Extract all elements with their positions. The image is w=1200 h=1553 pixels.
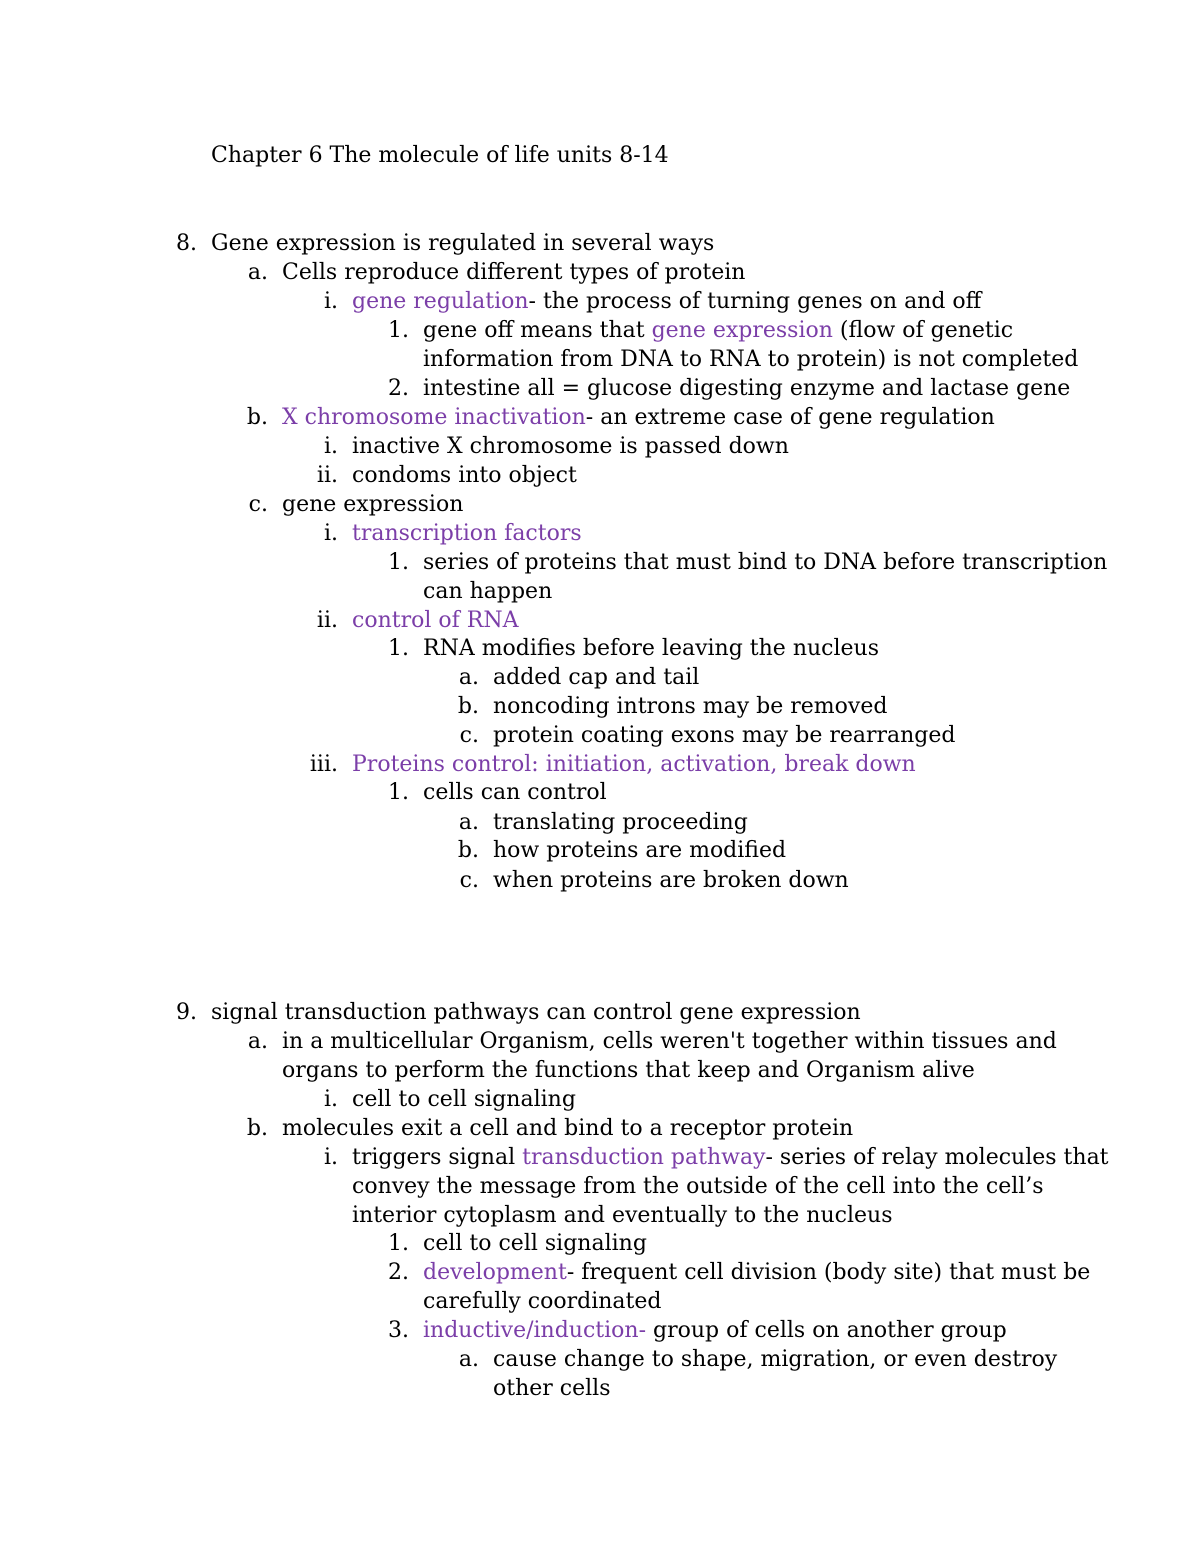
text-run: - series of relay molecules that (765, 1145, 1109, 1170)
line-text (352, 432, 789, 461)
list-marker: c. (248, 492, 268, 517)
text-run: protein coating exons may be rearranged (493, 723, 956, 748)
line-text (352, 1201, 892, 1230)
line-text (211, 229, 714, 258)
line-text (282, 403, 995, 432)
highlighted-term: X chromosome inactivation (282, 405, 586, 430)
list-marker: i. (323, 434, 338, 459)
list-marker: a. (458, 665, 479, 690)
line-text (282, 1114, 853, 1143)
text-run: triggers signal (352, 1145, 523, 1170)
list-marker: 9. (176, 1000, 197, 1025)
text-run: - frequent cell division (body site) that must be (566, 1260, 1091, 1285)
line-text (423, 1258, 1090, 1287)
text-run: RNA modifies before leaving the nucleus (423, 636, 879, 661)
line-text (493, 808, 748, 837)
line-text (352, 1143, 1109, 1172)
text-run: Cells reproduce different types of protein (282, 260, 746, 285)
list-marker: b. (457, 694, 479, 719)
line-text (282, 1027, 1057, 1056)
line-text (423, 374, 1070, 403)
text-run: translating proceeding (493, 810, 748, 835)
text-run: in a multicellular Organism, cells weren't together within tissues and (282, 1029, 1057, 1054)
text-run: cause change to shape, migration, or even destroy (493, 1347, 1058, 1372)
list-marker: c. (459, 868, 479, 893)
line-text (493, 866, 849, 895)
list-marker: a. (458, 810, 479, 835)
highlighted-term: development (423, 1260, 567, 1285)
highlighted-term: Proteins control: initiation, activation, break down (352, 752, 916, 777)
line-text (423, 634, 879, 663)
list-marker: 2. (388, 376, 409, 401)
list-marker: i. (323, 521, 338, 546)
line-text (493, 663, 699, 692)
text-run: molecules exit a cell and bind to a receptor protein (282, 1116, 854, 1141)
list-marker: a. (247, 260, 268, 285)
line-text (423, 316, 1013, 345)
text-run: convey the message from the outside of the cell into the cell’s (352, 1174, 1044, 1199)
line-text (423, 1316, 1007, 1345)
page-title: Chapter 6 The molecule of life units 8-14 (211, 143, 669, 168)
list-marker: i. (323, 1087, 338, 1112)
list-marker: ii. (316, 608, 338, 633)
highlighted-term: transduction pathway (522, 1145, 766, 1170)
list-marker: 1. (388, 550, 409, 575)
highlighted-term: gene regulation (352, 289, 529, 314)
line-text (352, 750, 916, 779)
text-run: gene off means that (423, 318, 652, 343)
list-marker: iii. (309, 752, 338, 777)
text-run: - the process of turning genes on and off (528, 289, 982, 314)
list-marker: ii. (316, 463, 338, 488)
line-text (493, 692, 887, 721)
line-text (423, 1229, 647, 1258)
list-marker: a. (458, 1347, 479, 1372)
highlighted-term: gene expression (651, 318, 833, 343)
list-marker: b. (457, 838, 479, 863)
text-run: signal transduction pathways can control gene expression (211, 1000, 861, 1025)
list-marker: 8. (176, 231, 197, 256)
text-run: Gene expression is regulated in several ways (211, 231, 715, 256)
text-run: carefully coordinated (423, 1289, 662, 1314)
text-run: condoms into object (352, 463, 577, 488)
text-run: how proteins are modified (493, 838, 787, 863)
line-text (423, 1287, 661, 1316)
highlighted-term: inductive/induction- (423, 1318, 647, 1343)
text-run: (flow of genetic (832, 318, 1014, 343)
highlighted-term: transcription factors (352, 521, 582, 546)
text-run: interior cytoplasm and eventually to the nucleus (352, 1203, 893, 1228)
list-marker: a. (247, 1029, 268, 1054)
text-run: group of cells on another group (646, 1318, 1007, 1343)
text-run: cell to cell signaling (352, 1087, 576, 1112)
text-run: - an extreme case of gene regulation (585, 405, 995, 430)
line-text (493, 1345, 1057, 1374)
list-marker: b. (246, 1116, 268, 1141)
line-text (352, 519, 582, 548)
list-marker: 1. (388, 636, 409, 661)
list-marker: 3. (388, 1318, 409, 1343)
line-text (352, 606, 518, 635)
list-marker: c. (459, 723, 479, 748)
line-text (282, 490, 463, 519)
text-run: other cells (493, 1376, 611, 1401)
text-run: intestine all = glucose digesting enzyme and lactase gene (423, 376, 1071, 401)
text-run: added cap and tail (493, 665, 700, 690)
line-text (493, 721, 955, 750)
text-run: cell to cell signaling (423, 1231, 647, 1256)
text-run: inactive X chromosome is passed down (352, 434, 789, 459)
line-text (211, 998, 861, 1027)
list-marker: 2. (388, 1260, 409, 1285)
text-run: can happen (423, 579, 553, 604)
line-text (423, 345, 1078, 374)
text-run: gene expression (282, 492, 464, 517)
text-run: cells can control (423, 780, 607, 805)
line-text (352, 1085, 576, 1114)
line-text (493, 1374, 611, 1403)
line-text (423, 548, 1107, 577)
text-run: information from DNA to RNA to protein) is not completed (423, 347, 1079, 372)
line-text (282, 1056, 975, 1085)
text-run: series of proteins that must bind to DNA before transcription (423, 550, 1108, 575)
line-text (352, 1172, 1044, 1201)
line-text (352, 287, 981, 316)
text-run: organs to perform the functions that keep and Organism alive (282, 1058, 975, 1083)
list-marker: 1. (388, 1231, 409, 1256)
line-text (282, 258, 745, 287)
line-text (493, 836, 786, 865)
list-marker: i. (323, 1145, 338, 1170)
text-run: noncoding introns may be removed (493, 694, 888, 719)
list-marker: 1. (388, 318, 409, 343)
line-text (423, 778, 607, 807)
line-text (352, 461, 577, 490)
list-marker: b. (246, 405, 268, 430)
line-text (423, 577, 552, 606)
list-marker: 1. (388, 780, 409, 805)
text-run: when proteins are broken down (493, 868, 849, 893)
highlighted-term: control of RNA (352, 608, 519, 633)
list-marker: i. (323, 289, 338, 314)
